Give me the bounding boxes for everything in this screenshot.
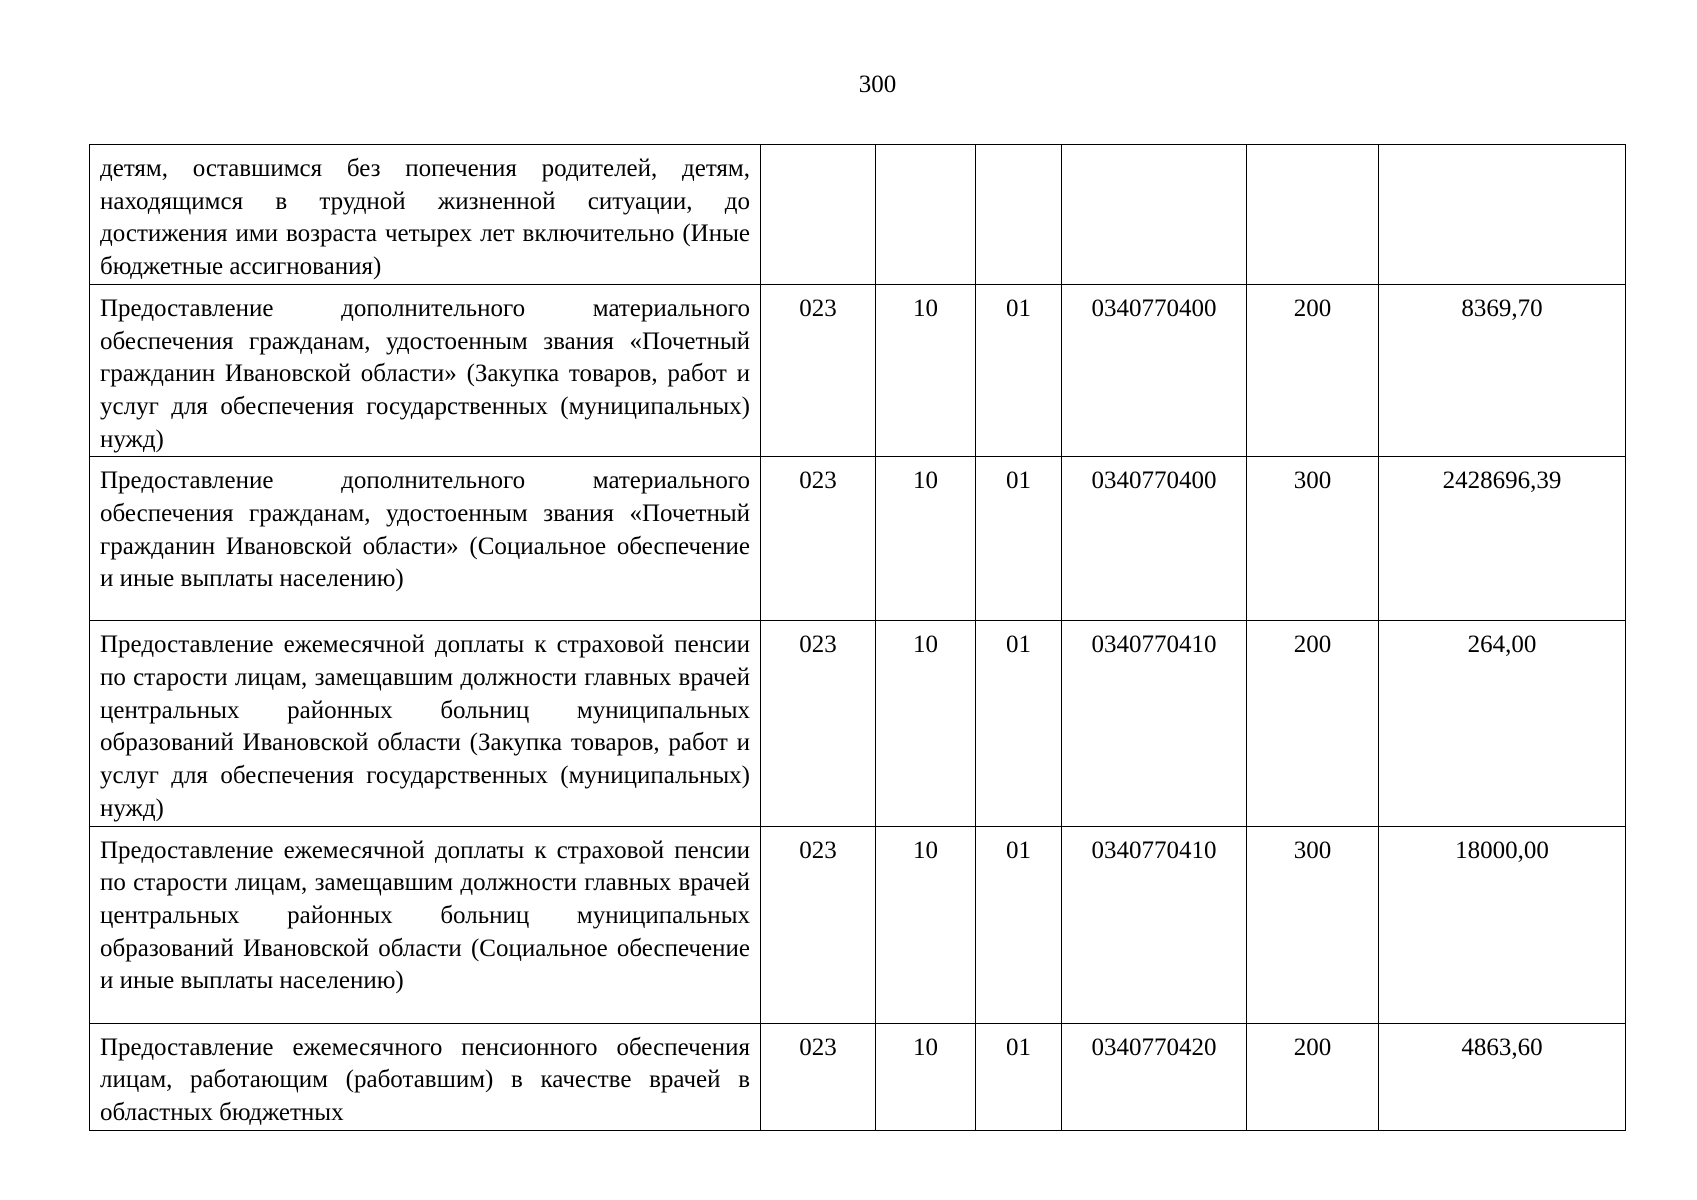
table-row <box>90 621 1626 826</box>
expense-type-code-cell: 200 <box>1247 284 1379 457</box>
description-cell: детям, оставшимся без попечения родителей, детям, находящимся в трудной жизненной ситуации, до достижения ими возраста четырех лет включительно (Иные бюджетные ассигнования) <box>90 145 761 285</box>
target-item-code-cell: 0340770410 <box>1062 826 1247 1023</box>
expense-type-code-cell <box>1247 145 1379 285</box>
target-item-code-cell: 0340770410 <box>1062 621 1247 826</box>
ministry-code-cell <box>761 145 876 285</box>
subsection-code-cell: 01 <box>976 826 1062 1023</box>
table-row <box>90 284 1626 457</box>
table-row <box>90 145 1626 285</box>
description-cell: Предоставление дополнительного материального обеспечения гражданам, удостоенным звания «Почетный гражданин Ивановской области» (Социальное обеспечение и иные выплаты населению) <box>90 457 761 621</box>
page-number: 300 <box>858 71 897 98</box>
target-item-code-cell: 0340770400 <box>1062 457 1247 621</box>
amount-cell: 4863,60 <box>1379 1023 1626 1130</box>
section-code-cell: 10 <box>876 457 976 621</box>
table-row <box>90 457 1626 621</box>
description-cell: Предоставление ежемесячной доплаты к страховой пенсии по старости лицам, замещавшим должности главных врачей центральных районных больниц муниципальных образований Ивановской области (Закупка товаров, работ и услуг для обеспечения государственных (муниципальных) нужд) <box>90 621 761 826</box>
ministry-code-cell: 023 <box>761 457 876 621</box>
section-code-cell: 10 <box>876 621 976 826</box>
target-item-code-cell: 0340770400 <box>1062 284 1247 457</box>
target-item-code-cell: 0340770420 <box>1062 1023 1247 1130</box>
section-code-cell <box>876 145 976 285</box>
table-row <box>90 1023 1626 1130</box>
amount-cell <box>1379 145 1626 285</box>
subsection-code-cell: 01 <box>976 457 1062 621</box>
expense-type-code-cell: 200 <box>1247 1023 1379 1130</box>
amount-cell: 264,00 <box>1379 621 1626 826</box>
ministry-code-cell: 023 <box>761 826 876 1023</box>
amount-cell: 18000,00 <box>1379 826 1626 1023</box>
table-row <box>90 826 1626 1023</box>
description-cell: Предоставление дополнительного материального обеспечения гражданам, удостоенным звания «Почетный гражданин Ивановской области» (Закупка товаров, работ и услуг для обеспечения государственных (муниципальных) нужд) <box>90 284 761 457</box>
subsection-code-cell: 01 <box>976 1023 1062 1130</box>
description-cell: Предоставление ежемесячной доплаты к страховой пенсии по старости лицам, замещавшим должности главных врачей центральных районных больниц муниципальных образований Ивановской области (Социальное обеспечение и иные выплаты населению) <box>90 826 761 1023</box>
target-item-code-cell <box>1062 145 1247 285</box>
ministry-code-cell: 023 <box>761 1023 876 1130</box>
expense-type-code-cell: 300 <box>1247 826 1379 1023</box>
subsection-code-cell: 01 <box>976 284 1062 457</box>
subsection-code-cell: 01 <box>976 621 1062 826</box>
expense-type-code-cell: 300 <box>1247 457 1379 621</box>
subsection-code-cell <box>976 145 1062 285</box>
expense-type-code-cell: 200 <box>1247 621 1379 826</box>
section-code-cell: 10 <box>876 826 976 1023</box>
budget-table <box>89 144 1626 1131</box>
description-cell: Предоставление ежемесячного пенсионного обеспечения лицам, работающим (работавшим) в качестве врачей в областных бюджетных <box>90 1023 761 1130</box>
ministry-code-cell: 023 <box>761 621 876 826</box>
ministry-code-cell: 023 <box>761 284 876 457</box>
amount-cell: 8369,70 <box>1379 284 1626 457</box>
amount-cell: 2428696,39 <box>1379 457 1626 621</box>
section-code-cell: 10 <box>876 1023 976 1130</box>
section-code-cell: 10 <box>876 284 976 457</box>
